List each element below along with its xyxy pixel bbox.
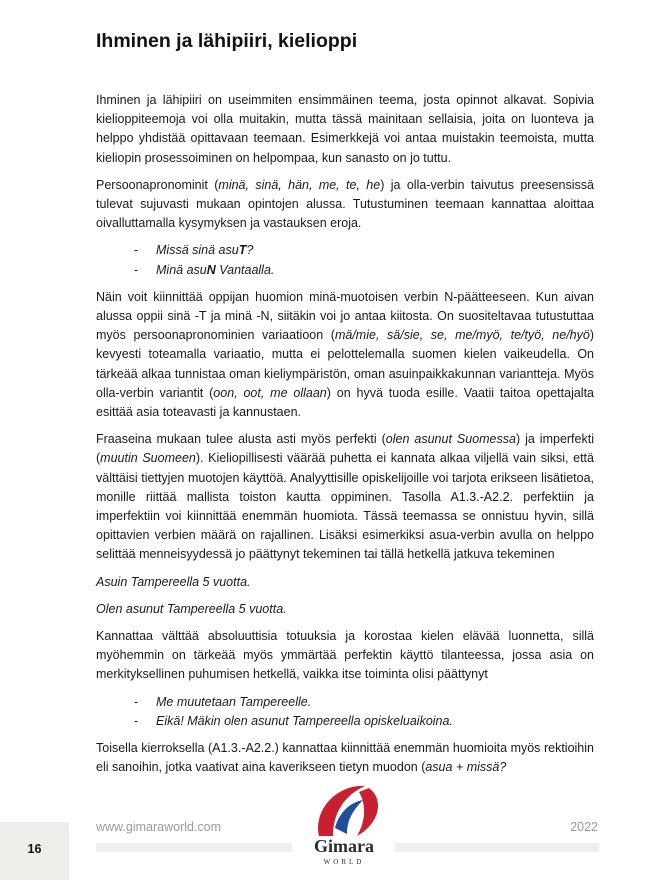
page-title: Ihminen ja lähipiiri, kielioppi xyxy=(96,30,358,52)
page-number: 16 xyxy=(27,842,42,856)
footer-url: www.gimaraworld.com xyxy=(96,820,222,834)
text-segment: ). Kieliopillisesti väärää puhetta ei kannata alkaa viljellä vain siksi, että välttäisi tiettyjen muotojen käyttöä. Analyyttisille opiskelijoille voi tarjota erikseen lisätietoa, monille riittää mallista toiston kautta oppiminen. Tasolla A1.3.-A2.2. perfektiin ja imperfektiin voi kiinnittää enemmän huomiota. Tässä teemassa se onnistuu hyvin, sillä opittavien verbien määrä on rajallinen. Lisäksi esimerkiksi asua-verbin avulla on helppo selittää menneisyydessä jo päättynyt tekeminen tai tällä hetkellä jatkuva tekeminen xyxy=(96,451,594,562)
italic-segment: minä, sinä, hän, me, te, he xyxy=(218,177,381,192)
italic-segment: olen asunut Suomessa xyxy=(385,432,516,447)
text-segment: ) ja imperfekti ( xyxy=(96,432,594,466)
text-segment: Minä asu xyxy=(156,262,207,277)
text-segment: Toisella kierroksella (A1.3.-A2.2.) kannattaa kiinnittää enemmän huomioita myös rektioihin eli sanoihin, jotka vaativat aina kaverikseen tietyn muodon ( xyxy=(96,741,594,775)
list-item: - Me muutetaan Tampereelle. xyxy=(134,693,594,712)
text-segment: ? xyxy=(246,243,254,258)
text-segment: Missä sinä asu xyxy=(156,243,239,258)
example-list-dialogue xyxy=(96,693,594,731)
italic-segment: oon, oot, me ollaan xyxy=(213,385,327,400)
text-segment: ) on hyvä tuoda esille. Vaatii taitoa opettajalta esittää asia toteavasti ja kannustaen. xyxy=(96,385,594,420)
paragraph-truths: Kannattaa välttää absoluuttisia totuuksia ja korostaa kielen elävää luonnetta, sillä myöhemmin on tärkeää myös ymmärtää perfektin käyttö tilanteessa, jossa asia on merkityksellinen puhumisen hetkellä, vaikka itse toiminta olisi päättynyt xyxy=(96,629,594,682)
example-list-questions xyxy=(96,241,594,279)
italic-segment: asua + missä? xyxy=(425,760,507,775)
text-segment: Persoonapronominit ( xyxy=(96,177,219,192)
example-sentence: Asuin Tampereella 5 vuotta. xyxy=(96,574,251,589)
example-sentence: Olen asunut Tampereella 5 vuotta. xyxy=(96,601,287,616)
footer-year: 2022 xyxy=(570,820,598,834)
paragraph-variation xyxy=(96,288,594,422)
bold-ending: N xyxy=(206,262,216,277)
paragraph-pronouns xyxy=(96,176,594,234)
paragraph-perfect xyxy=(96,430,594,564)
text-segment: ) kevyesti toteamalla variaatio, mutta ei pelottelemalla suomen kielen vaikeudella. On tärkeää alkaa tunnistaa oman kieliympäristön, oman asuinpaikkakunnan variantteja. Myös olla-verbin variantit ( xyxy=(96,328,595,400)
list-item xyxy=(134,241,594,260)
paragraph-rection xyxy=(96,739,594,777)
text-segment: Vantaalla. xyxy=(215,262,275,277)
logo-wordmark: Gimara xyxy=(314,836,374,856)
italic-segment: mä/mie, sä/sie, se, me/myö, te/työ, ne/hyö xyxy=(334,328,590,343)
list-item xyxy=(134,261,594,280)
logo-subtitle: WORLD xyxy=(323,858,365,866)
footer-divider-left xyxy=(96,843,292,852)
text-segment: ) ja olla-verbin taivutus preesensissä tulevat sujuvasti mukaan opintojen alussa. Tutustuminen teemaan kannattaa aloittaa oivalluttamalla kysymyksen ja vastauksen eroja. xyxy=(96,177,594,231)
text-segment: Fraaseina mukaan tulee alusta asti myös perfekti ( xyxy=(96,432,386,447)
bold-ending: T xyxy=(238,243,247,258)
list-item: - Eikä! Mäkin olen asunut Tampereella opiskeluaikoina. xyxy=(134,712,594,731)
footer-divider-right xyxy=(395,843,599,852)
body-text xyxy=(96,91,594,786)
text-segment: Näin voit kiinnittää oppijan huomion minä-muotoisen verbin N-päätteeseen. Kun aivan alussa oppii sinä -T ja minä -N, siitäkin voi jo antaa kiitosta. On suositeltavaa tutustuttaa myös persoonapronominien variaatioon ( xyxy=(96,289,594,343)
italic-segment: muutin Suomeen xyxy=(100,451,196,466)
paragraph-intro: Ihminen ja lähipiiri on useimmiten ensimmäinen teema, josta opinnot alkavat. Sopivia kielioppiteemoja voi olla muitakin, mutta tässä mainitaan sellaisia, joita on luonteva ja helppo yhdistää opittavaan teemaan. Esimerkkejä voi antaa muistakin teemoista, mutta kieliopin prosessoiminen on helpompaa, kun sanasto on jo tuttu. xyxy=(96,93,594,165)
